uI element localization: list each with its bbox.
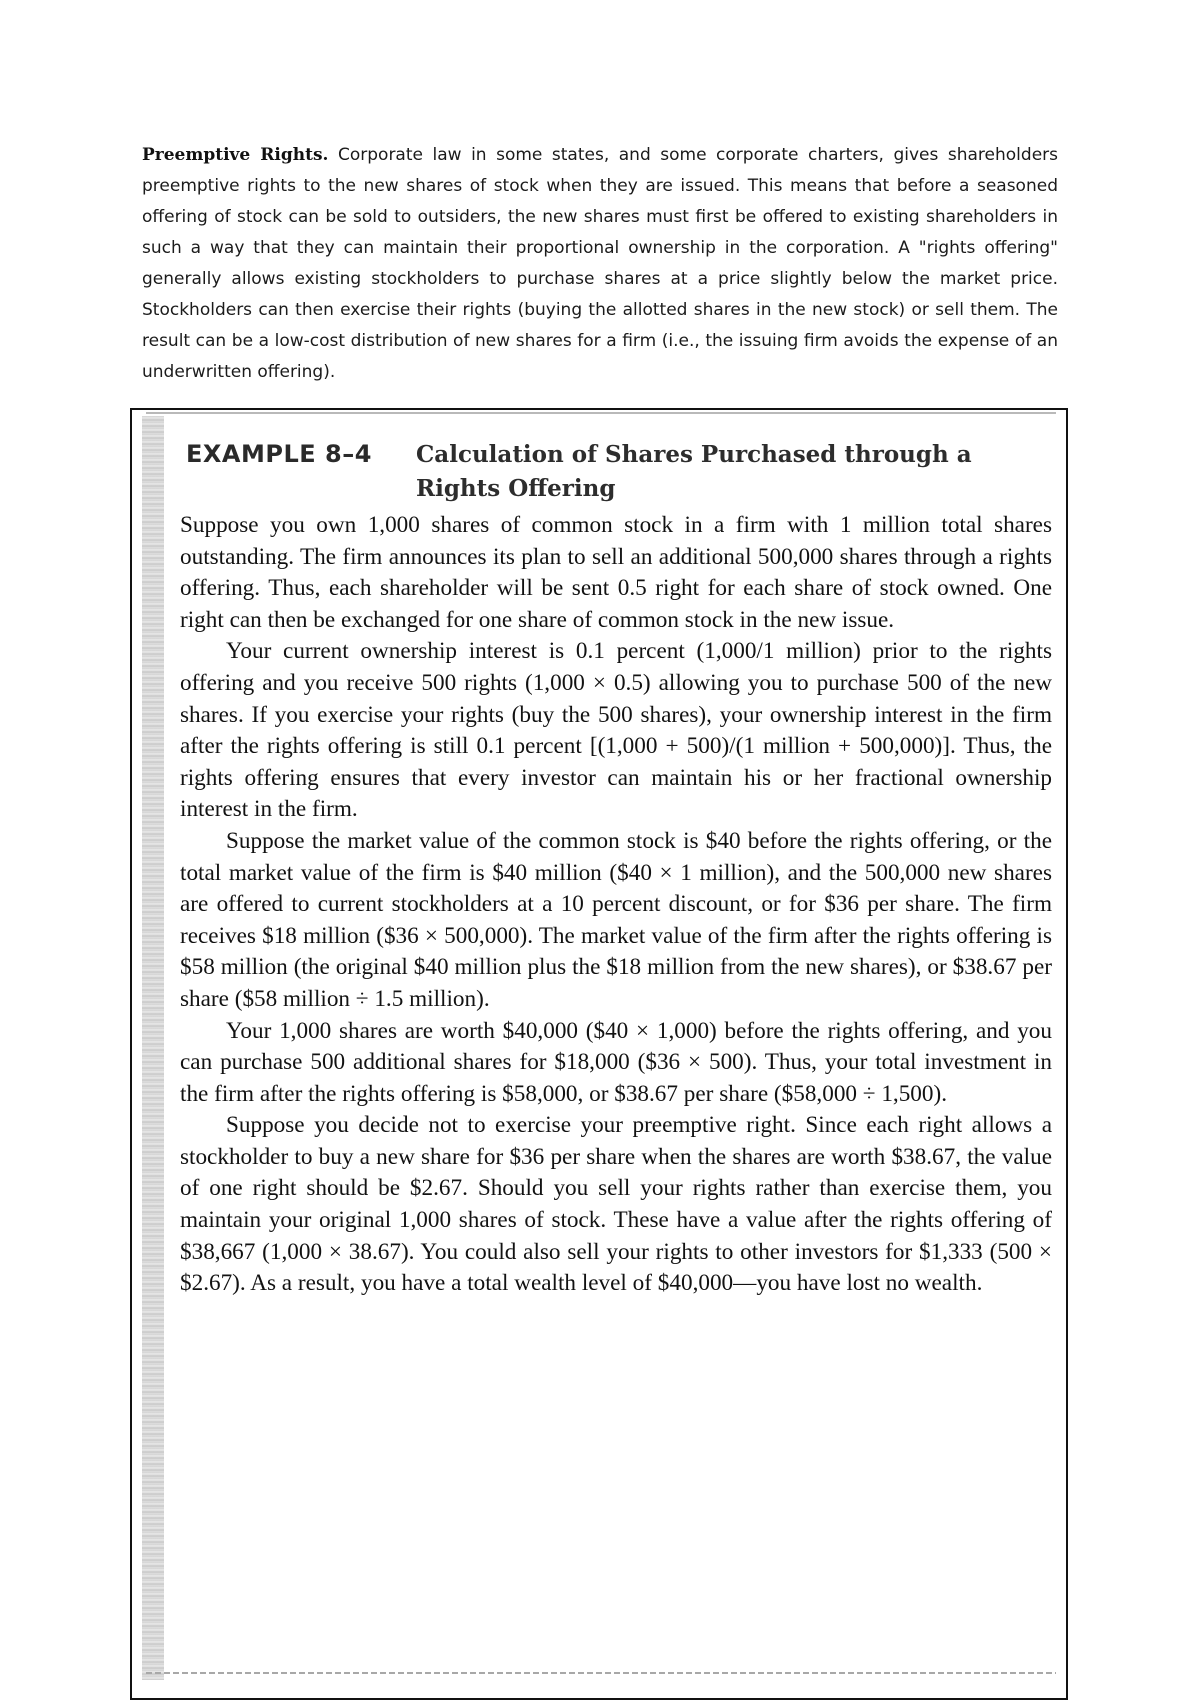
example-paragraph-2: Your current ownership interest is 0.1 percent (1,000/1 million) prior to the rights offering and you receive 500 rights (1,000 × 0.5) allowing you to purchase 500 of the new shares. If you exercise your rights (buy the 500 shares), your ownership interest in the firm after the rights offering is still 0.1 percent [(1,000 + 500)/(1 million + 500,000)]. Thus, the rights offering ensures that every investor can maintain his or her fractional ownership interest in the firm.	[180, 638, 1052, 823]
example-paragraph-5: Suppose you decide not to exercise your preemptive right. Since each right allows a stockholder to buy a new share for $36 per share when the shares are worth $38.67, the value of one right should be $2.67. Should you sell your rights rather than exercise them, you maintain your original 1,000 shares of stock. These have a value after the rights offering of $38,667 (1,000 × 38.67). You could also sell your rights to other investors for $1,333 (500 × $2.67). As a result, you have a total wealth level of $40,000—you have lost no wealth.	[180, 1112, 1052, 1297]
example-paragraph-1: Suppose you own 1,000 shares of common stock in a firm with 1 million total shares outstanding. The firm announces its plan to sell an additional 500,000 shares through a rights offering. Thus, each shareholder will be sent 0.5 right for each share of stock owned. One right can then be exchanged for one share of common stock in the new issue.	[180, 512, 1052, 633]
intro-body-text: Corporate law in some states, and some corporate charters, gives shareholders preemptive rights to the new shares of stock when they are issued. This means that before a seasoned offering of stock can be sold to outsiders, the new shares must first be offered to existing shareholders in such a way that they can maintain their proportional ownership in the corporation. A "rights offering" generally allows existing stockholders to purchase shares at a price slightly below the market price. Stockholders can then exercise their rights (buying the allotted shares in the new stock) or sell them. The result can be a low-cost distribution of new shares for a firm (i.e., the issuing firm avoids the expense of an underwritten offering).	[142, 145, 1059, 382]
example-header	[186, 434, 1046, 514]
example-body	[180, 510, 1052, 1300]
example-box	[130, 408, 1068, 1700]
scan-top-rule	[146, 412, 1056, 414]
intro-paragraph	[142, 140, 1058, 388]
example-label: EXAMPLE 8–4	[186, 440, 372, 468]
scan-bottom-rule	[146, 1672, 1056, 1674]
example-paragraph-3: Suppose the market value of the common stock is $40 before the rights offering, or the total market value of the firm is $40 million ($40 × 1 million), and the 500,000 new shares are offered to current stockholders at a 10 percent discount, or for $36 per share. The firm receives $18 million ($36 × 500,000). The market value of the firm after the rights offering is $58 million (the original $40 million plus the $18 million from the new shares), or $38.67 per share ($58 million ÷ 1.5 million).	[180, 827, 1052, 1012]
intro-lead-heading: Preemptive Rights.	[142, 145, 329, 165]
example-paragraph-4: Your 1,000 shares are worth $40,000 ($40 × 1,000) before the rights offering, and you can purchase 500 additional shares for $18,000 ($36 × 500). Thus, your total investment in the firm after the rights offering is $58,000, or $38.67 per share ($58,000 ÷ 1,500).	[180, 1017, 1052, 1107]
example-title: Calculation of Shares Purchased through a Rights Offering	[416, 441, 972, 502]
scan-binding-edge	[142, 416, 164, 1680]
